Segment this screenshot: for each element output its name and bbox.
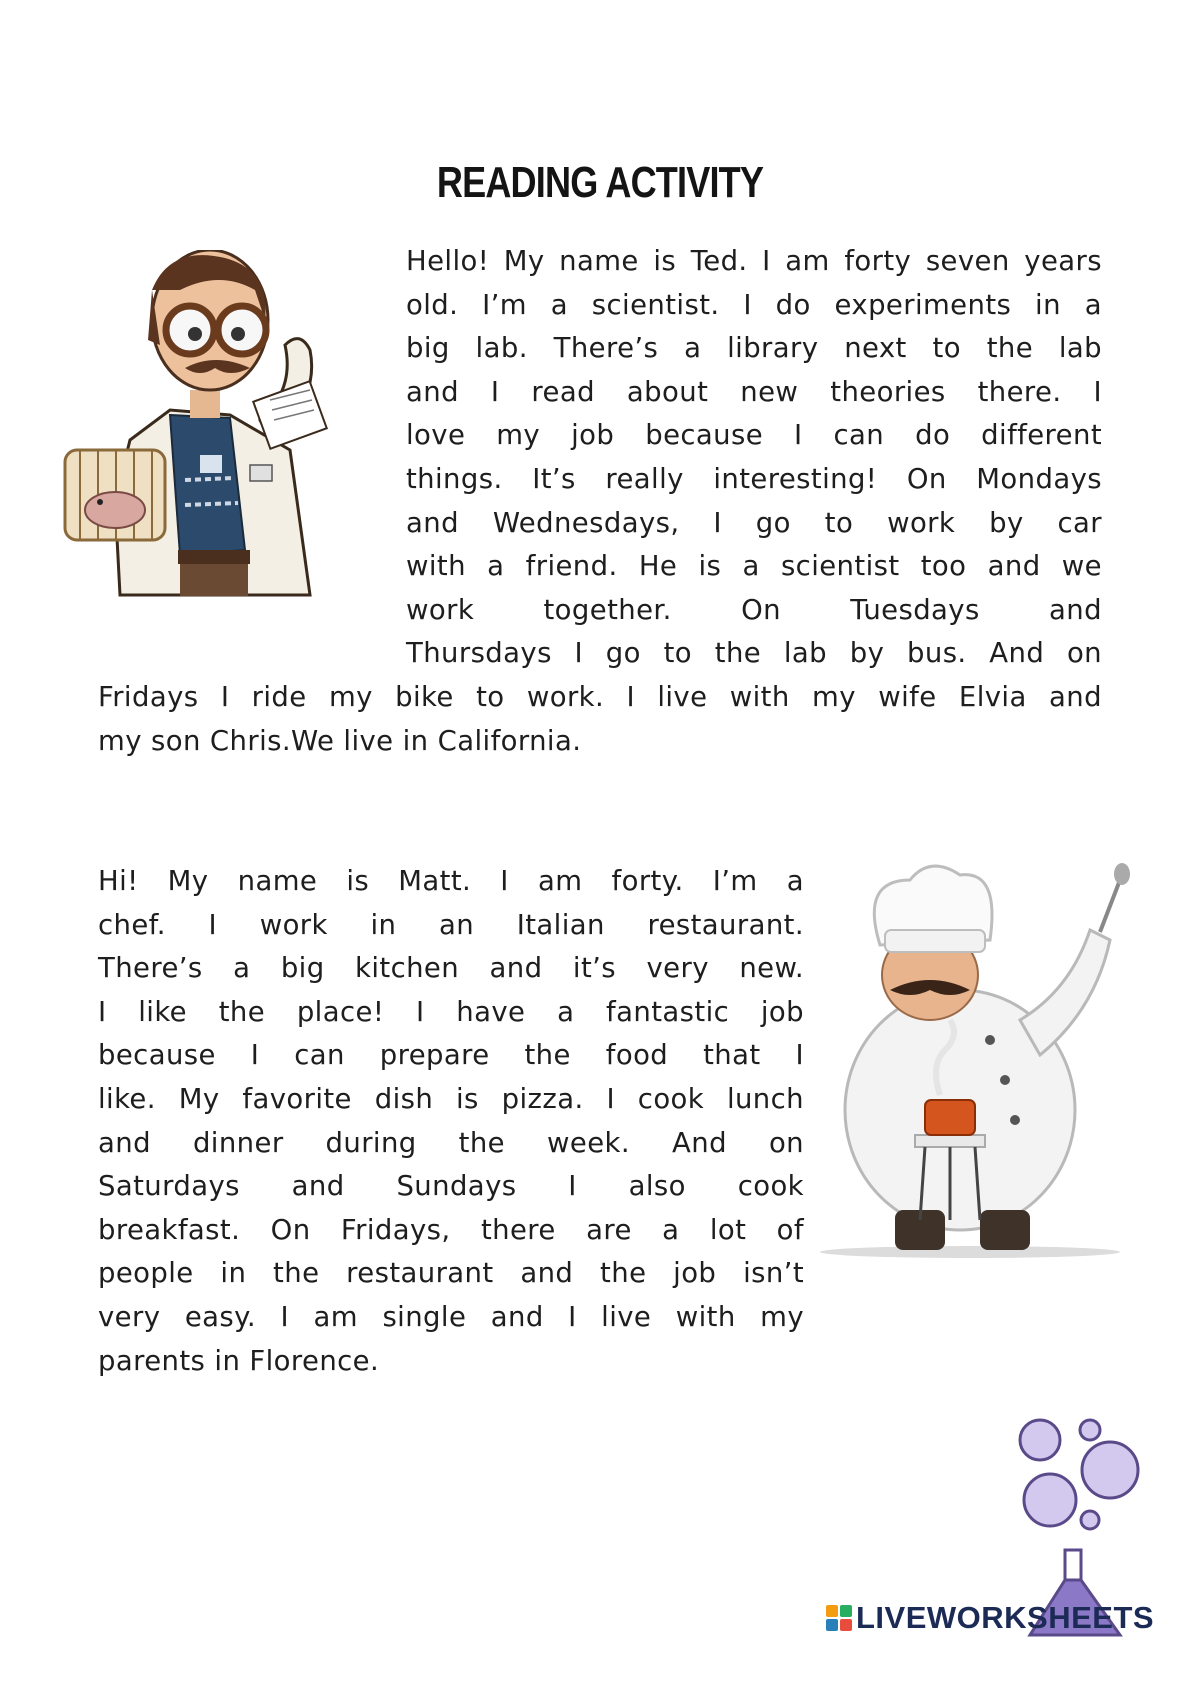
text-line: work together. On Tuesdays and xyxy=(406,593,1102,626)
text-line: things. It’s really interesting! On Mondays xyxy=(406,463,1102,495)
text-line: my son Chris.We live in California. xyxy=(98,724,582,757)
text-line: and I read about new theories there. I xyxy=(406,375,1102,408)
text-line: I like the place! I have a fantastic job xyxy=(98,995,804,1028)
text-line: very easy. I am single and I live with my xyxy=(98,1301,804,1333)
text-line: Saturdays and Sundays I also cook xyxy=(98,1170,804,1203)
text-line: and Wednesdays, I go to work by car xyxy=(406,506,1102,539)
page-title: READING ACTIVITY xyxy=(436,158,764,207)
scientist-illustration xyxy=(60,250,380,600)
chef-illustration xyxy=(820,860,1130,1260)
text-line: and dinner during the week. And on xyxy=(98,1126,804,1159)
text-line: breakfast. On Fridays, there are a lot of xyxy=(98,1213,804,1246)
logo-icon xyxy=(826,1605,852,1631)
text-line: Hello! My name is Ted. I am forty seven years xyxy=(406,245,1102,277)
text-line: with a friend. He is a scientist too and we xyxy=(406,550,1102,583)
text-line: parents in Florence. xyxy=(98,1344,380,1377)
text-line: old. I’m a scientist. I do experiments in a xyxy=(406,288,1102,321)
text-line: Fridays I ride my bike to work. I live with my wife Elvia and xyxy=(98,681,1102,713)
text-line: Thursdays I go to the lab by bus. And on xyxy=(406,637,1102,670)
liveworksheets-logo xyxy=(826,1600,1154,1636)
logo-text: LIVEWORKSHEETS xyxy=(856,1600,1155,1635)
text-line: like. My favorite dish is pizza. I cook lunch xyxy=(98,1083,804,1115)
text-line: chef. I work in an Italian restaurant. xyxy=(98,908,804,941)
text-line: Hi! My name is Matt. I am forty. I’m a xyxy=(98,865,804,897)
text-line: big lab. There’s a library next to the lab xyxy=(406,332,1102,365)
text-line: people in the restaurant and the job isn’t xyxy=(98,1257,804,1290)
text-line: because I can prepare the food that I xyxy=(98,1039,804,1072)
text-line: There’s a big kitchen and it’s very new. xyxy=(98,952,804,985)
text-line: love my job because I can do different xyxy=(406,419,1102,452)
